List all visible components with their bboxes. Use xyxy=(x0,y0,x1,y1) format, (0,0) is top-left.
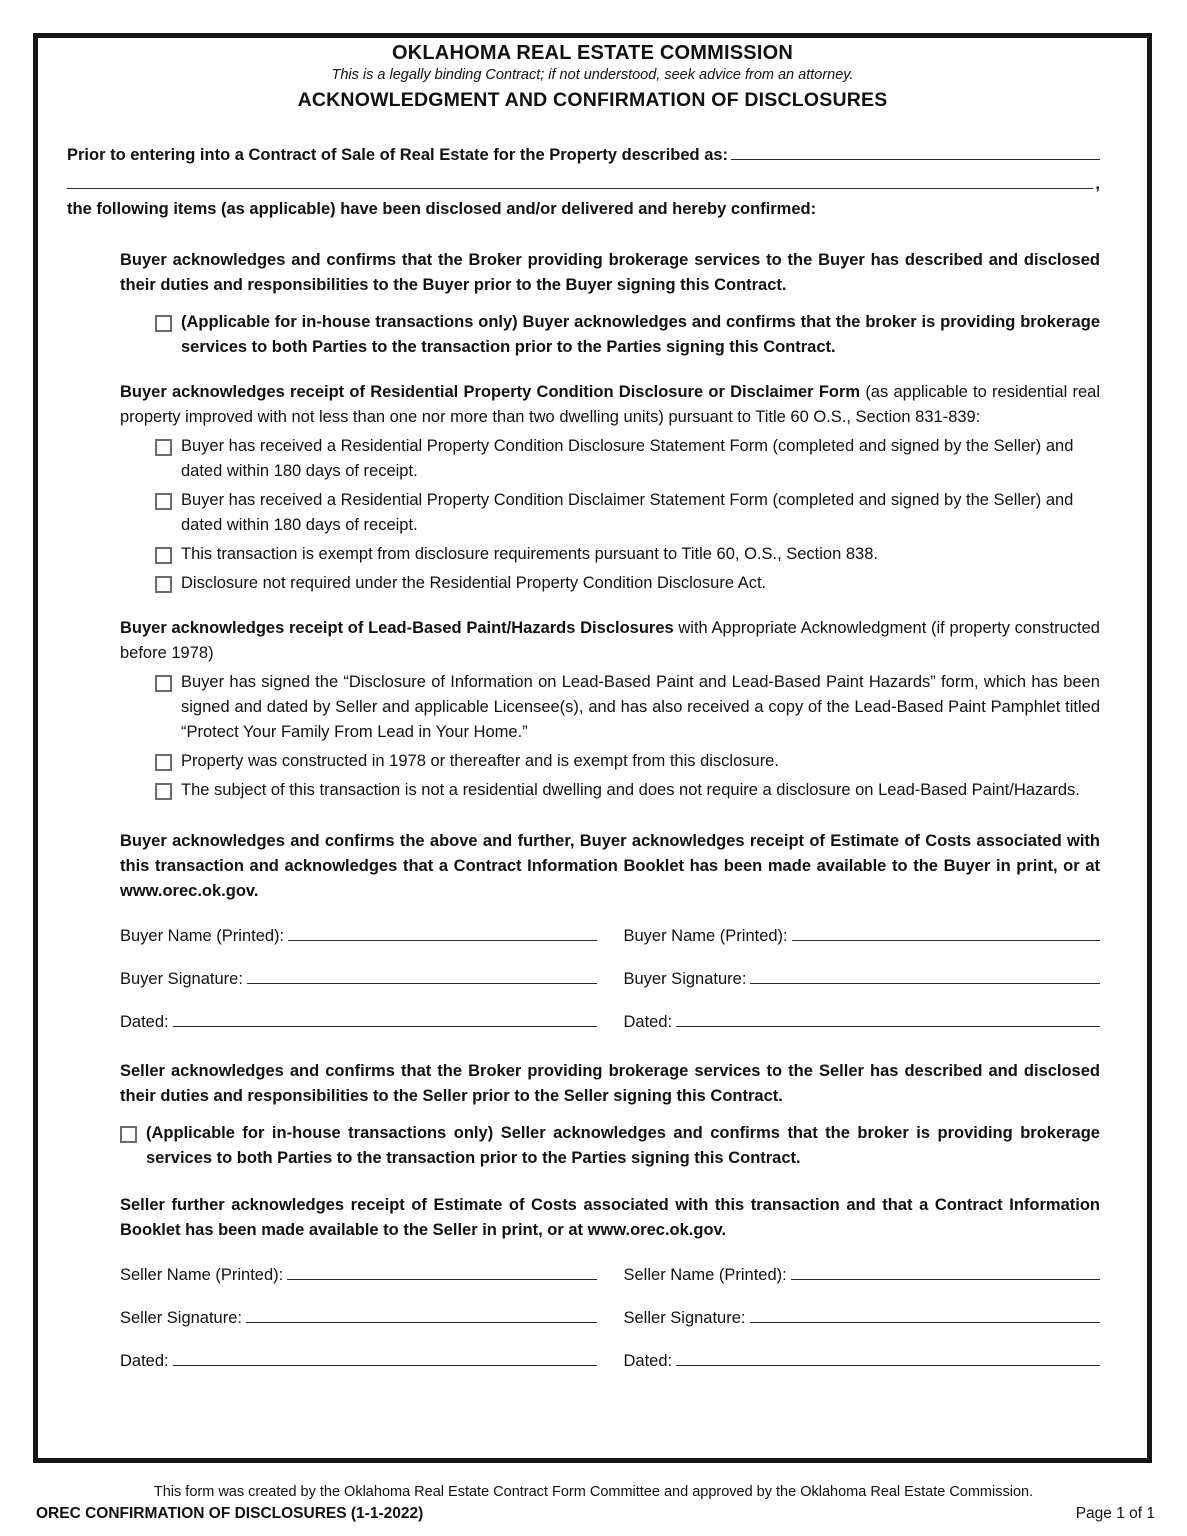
property-description-field-line1[interactable] xyxy=(731,139,1100,160)
buyer-name-row xyxy=(120,920,1100,949)
seller-signature-row xyxy=(120,1302,1100,1331)
dated-label: Dated: xyxy=(623,1352,673,1370)
lead-option-label: Buyer has signed the “Disclosure of Information on Lead-Based Paint and Lead-Based Paint Hazards” form, which has been signed and dated by Seller and applicable Licensee(s), and has also received a copy of the Lead-Based Paint Pamphlet titled “Protect Your Family From Lead in Your Home.” xyxy=(181,673,1100,741)
pcd-option-label: Buyer has received a Residential Property Condition Disclaimer Statement Form (completed and signed by the Seller) and dated within 180 days of receipt. xyxy=(181,491,1074,534)
seller-broker-heading: Seller acknowledges and confirms that the Broker providing brokerage services to the Seller has described and disclosed their duties and responsibilities to the Seller prior to the Seller signing this Contract. xyxy=(120,1062,1100,1105)
form-header xyxy=(38,38,1147,113)
seller-dated-row xyxy=(120,1345,1100,1374)
buyer-inhouse-checkbox[interactable] xyxy=(155,315,172,332)
property-described-label: Prior to entering into a Contract of Sale of Real Estate for the Property described as: xyxy=(67,146,729,164)
org-title: OKLAHOMA REAL ESTATE COMMISSION xyxy=(391,42,793,64)
intro-section xyxy=(67,139,1100,222)
seller-name-field-1[interactable] xyxy=(287,1259,596,1280)
seller-signature-label: Seller Signature: xyxy=(120,1309,242,1327)
disclaimer-statement-received-checkbox[interactable] xyxy=(155,493,172,510)
transaction-exempt-checkbox[interactable] xyxy=(155,547,172,564)
form-border xyxy=(33,33,1152,1463)
seller-dated-field-1[interactable] xyxy=(173,1345,597,1366)
pcd-option-label: Buyer has received a Residential Property Condition Disclosure Statement Form (completed and signed by the Seller) and dated within 180 days of receipt. xyxy=(181,437,1074,480)
seller-signature-field-2[interactable] xyxy=(750,1302,1101,1323)
dated-label: Dated: xyxy=(120,1352,169,1370)
seller-inhouse-label: (Applicable for in-house transactions only) Seller acknowledges and confirms that the broker is providing brokerage services to both Parties to the transaction prior to the Parties signing this Contract. xyxy=(146,1124,1100,1167)
buyer-dated-row xyxy=(120,1006,1100,1035)
buyer-broker-heading: Buyer acknowledges and confirms that the Broker providing brokerage services to the Buyer has described and disclosed their duties and responsibilities to the Buyer prior to the Buyer signing this Contract. xyxy=(120,251,1100,294)
seller-signature-block xyxy=(120,1259,1100,1374)
buyer-signature-field-2[interactable] xyxy=(750,963,1100,984)
seller-name-row xyxy=(120,1259,1100,1288)
seller-signature-label: Seller Signature: xyxy=(623,1309,746,1327)
dated-label: Dated: xyxy=(120,1013,169,1031)
buyer-dated-field-2[interactable] xyxy=(676,1006,1100,1027)
buyer-inhouse-label: (Applicable for in-house transactions only) Buyer acknowledges and confirms that the broker is providing brokerage services to both Parties to the transaction prior to the Parties signing this Contract. xyxy=(181,313,1100,356)
page-number: Page 1 of 1 xyxy=(1075,1505,1155,1522)
buyer-name-label: Buyer Name (Printed): xyxy=(120,927,285,945)
lead-disclosure-signed-checkbox[interactable] xyxy=(155,675,172,692)
pcd-option-row xyxy=(155,571,1100,596)
intro-comma: , xyxy=(1095,175,1100,193)
property-condition-heading: Buyer acknowledges receipt of Residential Property Condition Disclosure or Disclaimer Form (as applicable to residential real property improved with not less than one nor more than two dwelling units) pursuant to Title 60 O.S., Section 831-839: xyxy=(120,383,1100,426)
buyer-name-label: Buyer Name (Printed): xyxy=(623,927,788,945)
legal-notice: This is a legally binding Contract; if not understood, seek advice from an attorney. xyxy=(331,67,854,83)
buyer-confirm-section xyxy=(120,829,1100,904)
lead-option-label: Property was constructed in 1978 or thereafter and is exempt from this disclosure. xyxy=(181,752,779,770)
seller-name-label: Seller Name (Printed): xyxy=(120,1266,284,1284)
seller-dated-field-2[interactable] xyxy=(676,1345,1100,1366)
lead-paint-heading: Buyer acknowledges receipt of Lead-Based Paint/Hazards Disclosures with Appropriate Acknowledgment (if property constructed before 1978) xyxy=(120,619,1100,662)
lead-option-row xyxy=(155,778,1100,803)
seller-signature-field-1[interactable] xyxy=(246,1302,597,1323)
buyer-name-field-1[interactable] xyxy=(288,920,596,941)
pcd-option-label: Disclosure not required under the Residential Property Condition Disclosure Act. xyxy=(181,574,767,592)
lead-option-row xyxy=(155,749,1100,774)
property-condition-section xyxy=(120,380,1100,596)
buyer-confirm-heading: Buyer acknowledges and confirms the above and further, Buyer acknowledges receipt of Estimate of Costs associated with this transaction and acknowledges that a Contract Information Booklet has been made available to the Buyer in print, or at www.orec.ok.gov. xyxy=(120,832,1100,900)
disclosure-statement-received-checkbox[interactable] xyxy=(155,439,172,456)
buyer-signature-block xyxy=(120,920,1100,1035)
form-title: ACKNOWLEDGMENT AND CONFIRMATION OF DISCLOSURES xyxy=(297,89,888,111)
disclosure-not-required-checkbox[interactable] xyxy=(155,576,172,593)
not-residential-dwelling-checkbox[interactable] xyxy=(155,783,172,800)
buyer-broker-section xyxy=(120,248,1100,360)
buyer-inhouse-item xyxy=(155,310,1100,360)
intro-confirm-text: the following items (as applicable) have been disclosed and/or delivered and hereby confirmed: xyxy=(67,200,817,218)
dated-label: Dated: xyxy=(623,1013,673,1031)
buyer-signature-label: Buyer Signature: xyxy=(120,970,243,988)
buyer-signature-row xyxy=(120,963,1100,992)
seller-further-heading: Seller further acknowledges receipt of Estimate of Costs associated with this transaction and that a Contract Information Booklet has been made available to the Seller in print, or at www.orec.ok.gov. xyxy=(120,1196,1100,1239)
seller-broker-section xyxy=(120,1059,1100,1171)
lead-option-row xyxy=(155,670,1100,745)
seller-further-section xyxy=(120,1193,1100,1243)
buyer-name-field-2[interactable] xyxy=(792,920,1100,941)
constructed-1978-exempt-checkbox[interactable] xyxy=(155,754,172,771)
pcd-option-label: This transaction is exempt from disclosure requirements pursuant to Title 60, O.S., Section 838. xyxy=(181,545,878,563)
buyer-signature-field-1[interactable] xyxy=(247,963,597,984)
lead-paint-section xyxy=(120,616,1100,803)
property-description-field-line2[interactable] xyxy=(67,168,1093,189)
page-footer xyxy=(0,1482,1187,1525)
form-id: OREC CONFIRMATION OF DISCLOSURES (1-1-2022) xyxy=(36,1505,424,1522)
seller-name-field-2[interactable] xyxy=(791,1259,1100,1280)
buyer-dated-field-1[interactable] xyxy=(173,1006,597,1027)
buyer-signature-label: Buyer Signature: xyxy=(623,970,747,988)
pcd-option-row xyxy=(155,488,1100,538)
seller-inhouse-checkbox[interactable] xyxy=(120,1126,137,1143)
pcd-option-row xyxy=(155,542,1100,567)
lead-option-label: The subject of this transaction is not a residential dwelling and does not require a disclosure on Lead-Based Paint/Hazards. xyxy=(181,781,1080,799)
seller-name-label: Seller Name (Printed): xyxy=(623,1266,787,1284)
seller-inhouse-item xyxy=(120,1121,1100,1171)
approval-note: This form was created by the Oklahoma Real Estate Contract Form Committee and approved by the Oklahoma Real Estate Commission. xyxy=(153,1484,1034,1500)
pcd-option-row xyxy=(155,434,1100,484)
